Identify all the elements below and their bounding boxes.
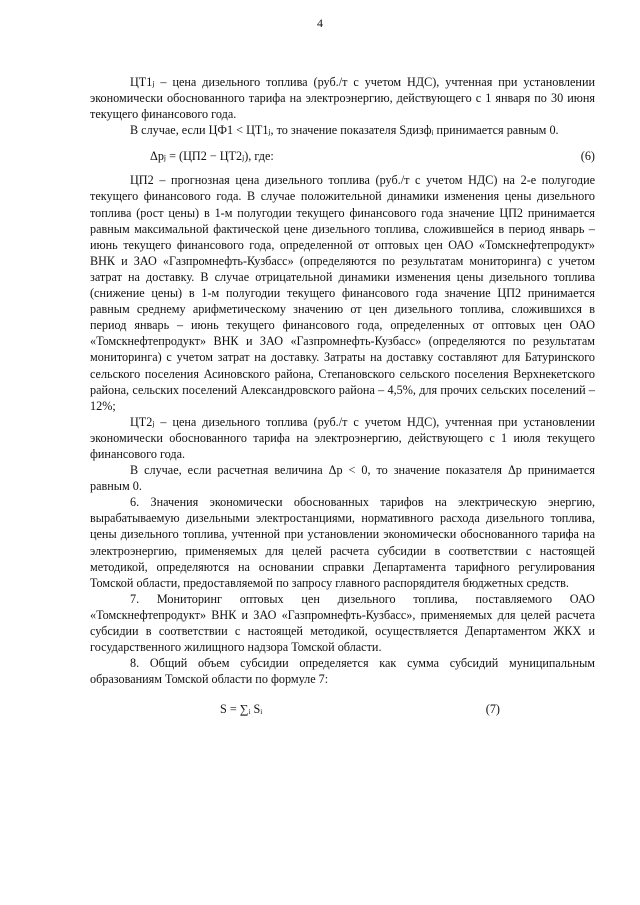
formula-7-expression: S = ∑ᵢ Sᵢ xyxy=(220,702,263,717)
formula-7 xyxy=(90,697,595,721)
paragraph-ct1-condition: В случае, если ЦФ1 < ЦТ1ⱼ, то значение показателя Sдизфᵢ принимается равным 0. xyxy=(130,123,559,138)
page-number: 4 xyxy=(317,16,323,30)
formula-6-number: (6) xyxy=(580,149,595,164)
paragraph-ct1-definition: ЦТ1ⱼ – цена дизельного топлива (руб./т с учетом НДС), учтенная при установлении экономически обоснованного тарифа на электроэнергию, действующего с 1 января по 30 июня текущего финансового года. xyxy=(90,75,595,122)
paragraph-item-8: 8. Общий объем субсидии определяется как сумма субсидий муниципальным образованиям Томской области по формуле 7: xyxy=(90,656,595,687)
formula-6 xyxy=(90,144,595,168)
document-body xyxy=(90,74,595,725)
paragraph-dp-condition: В случае, если расчетная величина Δp < 0, то значение показателя Δp принимается равным 0. xyxy=(90,463,595,494)
paragraph-item-6: 6. Значения экономически обоснованных тарифов на электрическую энергию, вырабатываемую дизельными электростанциями, нормативного расхода дизельного топлива, цены дизельного топлива, учтенной при установлении экономически обоснованного тарифа на электроэнергию, применяемых для целей расчета субсидии в соответствии с настоящей методикой, определяются на основании справки Департамента тарифного регулирования Томской области, предоставляемой по запросу главного распорядителя бюджетных средств. xyxy=(90,495,595,590)
formula-6-expression: Δpⱼ = (ЦП2 − ЦТ2ⱼ), где: xyxy=(150,149,274,164)
paragraph-ct2-definition: ЦТ2ⱼ – цена дизельного топлива (руб./т с учетом НДС), учтенная при установлении экономически обоснованного тарифа на электроэнергию, действующего с 1 июля текущего финансового года. xyxy=(90,414,595,461)
paragraph-item-7: 7. Мониторинг оптовых цен дизельного топлива, поставляемого ОАО «Томскнефтепродукт» ВНК и ЗАО «Газпромнефть-Кузбасс», применяемых для целей расчета субсидии в соответствии с настоящей методикой, осуществляется Департаментом ЖКХ и государственного жилищного надзора Томской области. xyxy=(90,591,595,655)
paragraph-cp2-definition: ЦП2 – прогнозная цена дизельного топлива (руб./т с учетом НДС) на 2-е полугодие текущего финансового года. В случае положительной динамики изменения цены дизельного топлива (рост цены) в 1-м полугодии текущего финансового года значение ЦП2 принимается равным максимальной фактической цене дизельного топлива, сложившейся в период январь – июнь текущего финансового года, определенной от оптовых цен ОАО «Томскнефтепродукт» ВНК и ЗАО «Газпромнефть-Кузбасс» (определяются по результатам мониторинга) с учетом затрат на доставку. В случае отрицательной динамики изменения цены дизельного топлива (снижение цены) в 1-м полугодии текущего финансового года значение ЦП2 принимается равным среднему арифметическому значению от цен дизельного топлива, сложившихся в период январь – июнь текущего финансового года, определенных от оптовых цен ОАО «Томскнефтепродукт» ВНК и ЗАО «Газпромнефть-Кузбасс» (определяются по результатам мониторинга) с учетом затрат на доставку. Затраты на доставку составляют для Батуринского сельского поселения Асиновского района, Степановского сельского поселения Верхнекетского района, сельских поселений Александровского района – 4,5%, для прочих сельских поселений – 12%; xyxy=(90,173,595,413)
formula-7-number: (7) xyxy=(485,702,500,717)
